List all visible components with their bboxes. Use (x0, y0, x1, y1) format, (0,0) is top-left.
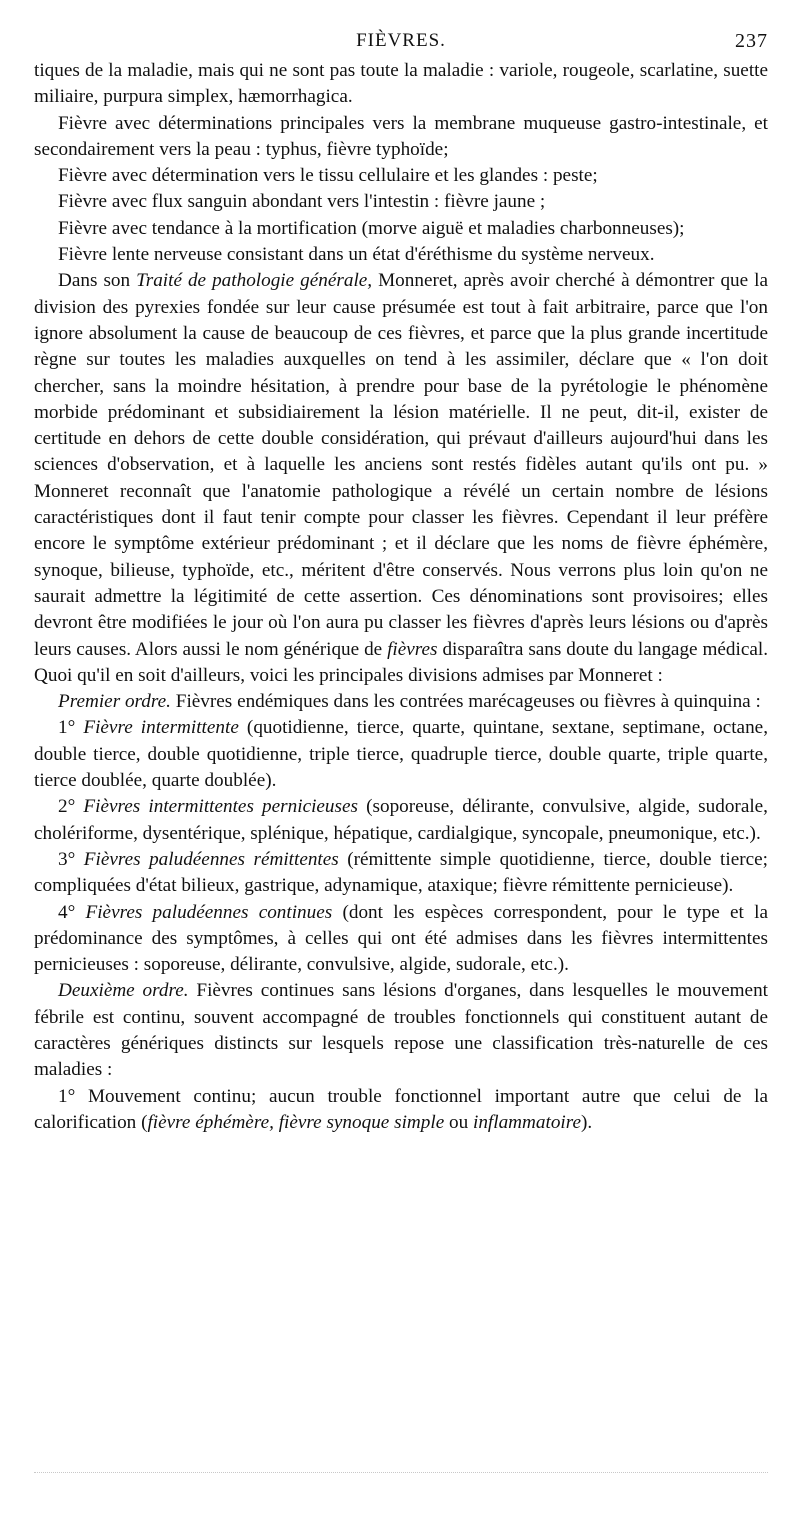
running-header (34, 30, 768, 56)
italic-text: fièvres (387, 638, 438, 660)
text-run: Fièvre avec détermination vers le tissu cellulaire et les glandes : peste; (58, 165, 598, 187)
text-run: Fièvre avec flux sanguin abondant vers l'intestin : fièvre jaune ; (58, 191, 546, 213)
text-run: Fièvres continues sans lésions d'organes, dans lesquelles le mouvement fébrile est continu, souvent accompagné de troubles fonctionnels qui constituent autant de caractères génériques distincts sur lesquels repose une classification très-naturelle de ces maladies : (34, 980, 768, 1081)
text-run: (dont les espèces correspondent, pour le type et la prédominance des symptômes, à celles qui ont été admises dans les fièvres intermittentes pernicieuses : soporeuse, délirante, convulsive, algide, sudorale, etc.). (34, 901, 768, 976)
text-run: 1° (58, 717, 84, 739)
paragraph-p10 (34, 794, 768, 847)
paragraph-p13 (34, 978, 768, 1083)
text-run: ou (444, 1111, 473, 1133)
text-run: Monneret, après avoir cherché à démontrer que la division des pyrexies fondée sur leur cause présumée est tout à fait arbitraire, parce que l'on ignore absolument la cause de beaucoup de ces fièvres, et parce que la plus grande incertitude règne sur toutes les maladies auxquelles on tend à les assimiler, déclare que « l'on doit chercher, sans la moindre hésitation, à prendre pour base de la pyrétologie le phénomène morbide prédominant et subsidiairement la lésion matérielle. Il ne peut, dit-il, exister de certitude en dehors de cette double considération, qui prévaut d'ailleurs aujourd'hui dans les sciences d'observation, et à laquelle les anciens sont restés fidèles autant qu'ils ont pu. » Monneret reconnaît que l'anatomie pathologique a révélé un certain nombre de lésions caractéristiques dont il faut tenir compte pour classer les fièvres. Cependant il leur préfère encore le symptôme extérieur prédominant ; et il déclare que les noms de fièvre éphémère, synoque, bilieuse, typhoïde, etc., méritent d'être conservés. Nous verrons plus loin qu'on ne saurait admettre la légitimité de cette assertion. Ces dénominations sont provisoires; elles devront être modifiées le jour où l'on aura pu classer les fièvres d'après leurs lésions ou d'après leurs causes. Alors aussi le nom générique de (34, 270, 768, 660)
paragraph-p5 (34, 216, 768, 242)
italic-text: Fièvres paludéennes rémittentes (83, 848, 339, 870)
text-run: ). (581, 1111, 593, 1133)
paragraph-p1 (34, 58, 768, 111)
italic-text: Fièvres intermittentes pernicieuses (83, 796, 358, 818)
text-run: 4° (58, 901, 86, 923)
text-run: 2° (58, 796, 84, 818)
paragraph-p14 (34, 1084, 768, 1137)
text-run: Fièvre lente nerveuse consistant dans un état d'éréthisme du système nerveux. (58, 244, 655, 266)
italic-text: Fièvres paludéennes continues (85, 901, 333, 923)
paragraph-p7 (34, 268, 768, 689)
text-run: (soporeuse, délirante, convulsive, algide, sudorale, cholériforme, dysentérique, splénique, hépatique, cardialgique, syncopale, pneumonique, etc.). (34, 796, 768, 844)
text-run: tiques de la maladie, mais qui ne sont pas toute la maladie : variole, rougeole, scarlatine, suette miliaire, purpura simplex, hæmorrhagica. (34, 60, 768, 108)
paragraph-p4 (34, 189, 768, 215)
text-run: Fièvres endémiques dans les contrées marécageuses ou fièvres à quinquina : (170, 691, 761, 713)
page-number: 237 (735, 30, 768, 52)
text-run: 3° (58, 848, 84, 870)
italic-text: fièvre éphémère, fièvre synoque simple (147, 1111, 445, 1133)
text-run: (rémittente simple quotidienne, tierce, double tierce; compliquées d'état bilieux, gastrique, adynamique, ataxique; fièvre rémittente pernicieuse). (34, 848, 768, 897)
text-run: Dans son (58, 270, 137, 292)
paragraph-p2 (34, 111, 768, 164)
paragraph-p8 (34, 689, 768, 715)
italic-text: Premier ordre. (58, 691, 171, 713)
running-title: FIÈVRES. (356, 30, 446, 51)
text-run: Fièvre avec déterminations principales vers la membrane muqueuse gastro-intestinale, et secondairement vers la peau : typhus, fièvre typhoïde; (34, 112, 768, 160)
paragraph-p6 (34, 242, 768, 268)
italic-text: Fièvre intermittente (83, 717, 239, 739)
text-run: 1° Mouvement continu; aucun trouble fonctionnel important autre que celui de la calorification ( (34, 1085, 768, 1133)
page (34, 30, 768, 1136)
paragraph-p3 (34, 163, 768, 189)
paragraph-p11 (34, 847, 768, 900)
text-run: disparaîtra sans doute du langage médical. Quoi qu'il en soit d'ailleurs, voici les principales divisions admises par Monneret : (34, 638, 768, 686)
italic-text: inflammatoire (473, 1111, 582, 1133)
italic-text: Traité de pathologie générale, (136, 270, 373, 292)
body-text (34, 58, 768, 1136)
text-run: (quotidienne, tierce, quarte, quintane, sextane, septimane, octane, double tierce, double quotidienne, triple tierce, quadruple tierce, double quarte, triple quarte, tierce doublée, quarte doublée). (34, 717, 768, 792)
paragraph-p9 (34, 715, 768, 794)
italic-text: Deuxième ordre. (58, 980, 189, 1002)
text-run: Fièvre avec tendance à la mortification (morve aiguë et maladies charbonneuses); (58, 217, 685, 239)
page-bottom-margin (34, 1472, 768, 1473)
paragraph-p12 (34, 900, 768, 979)
